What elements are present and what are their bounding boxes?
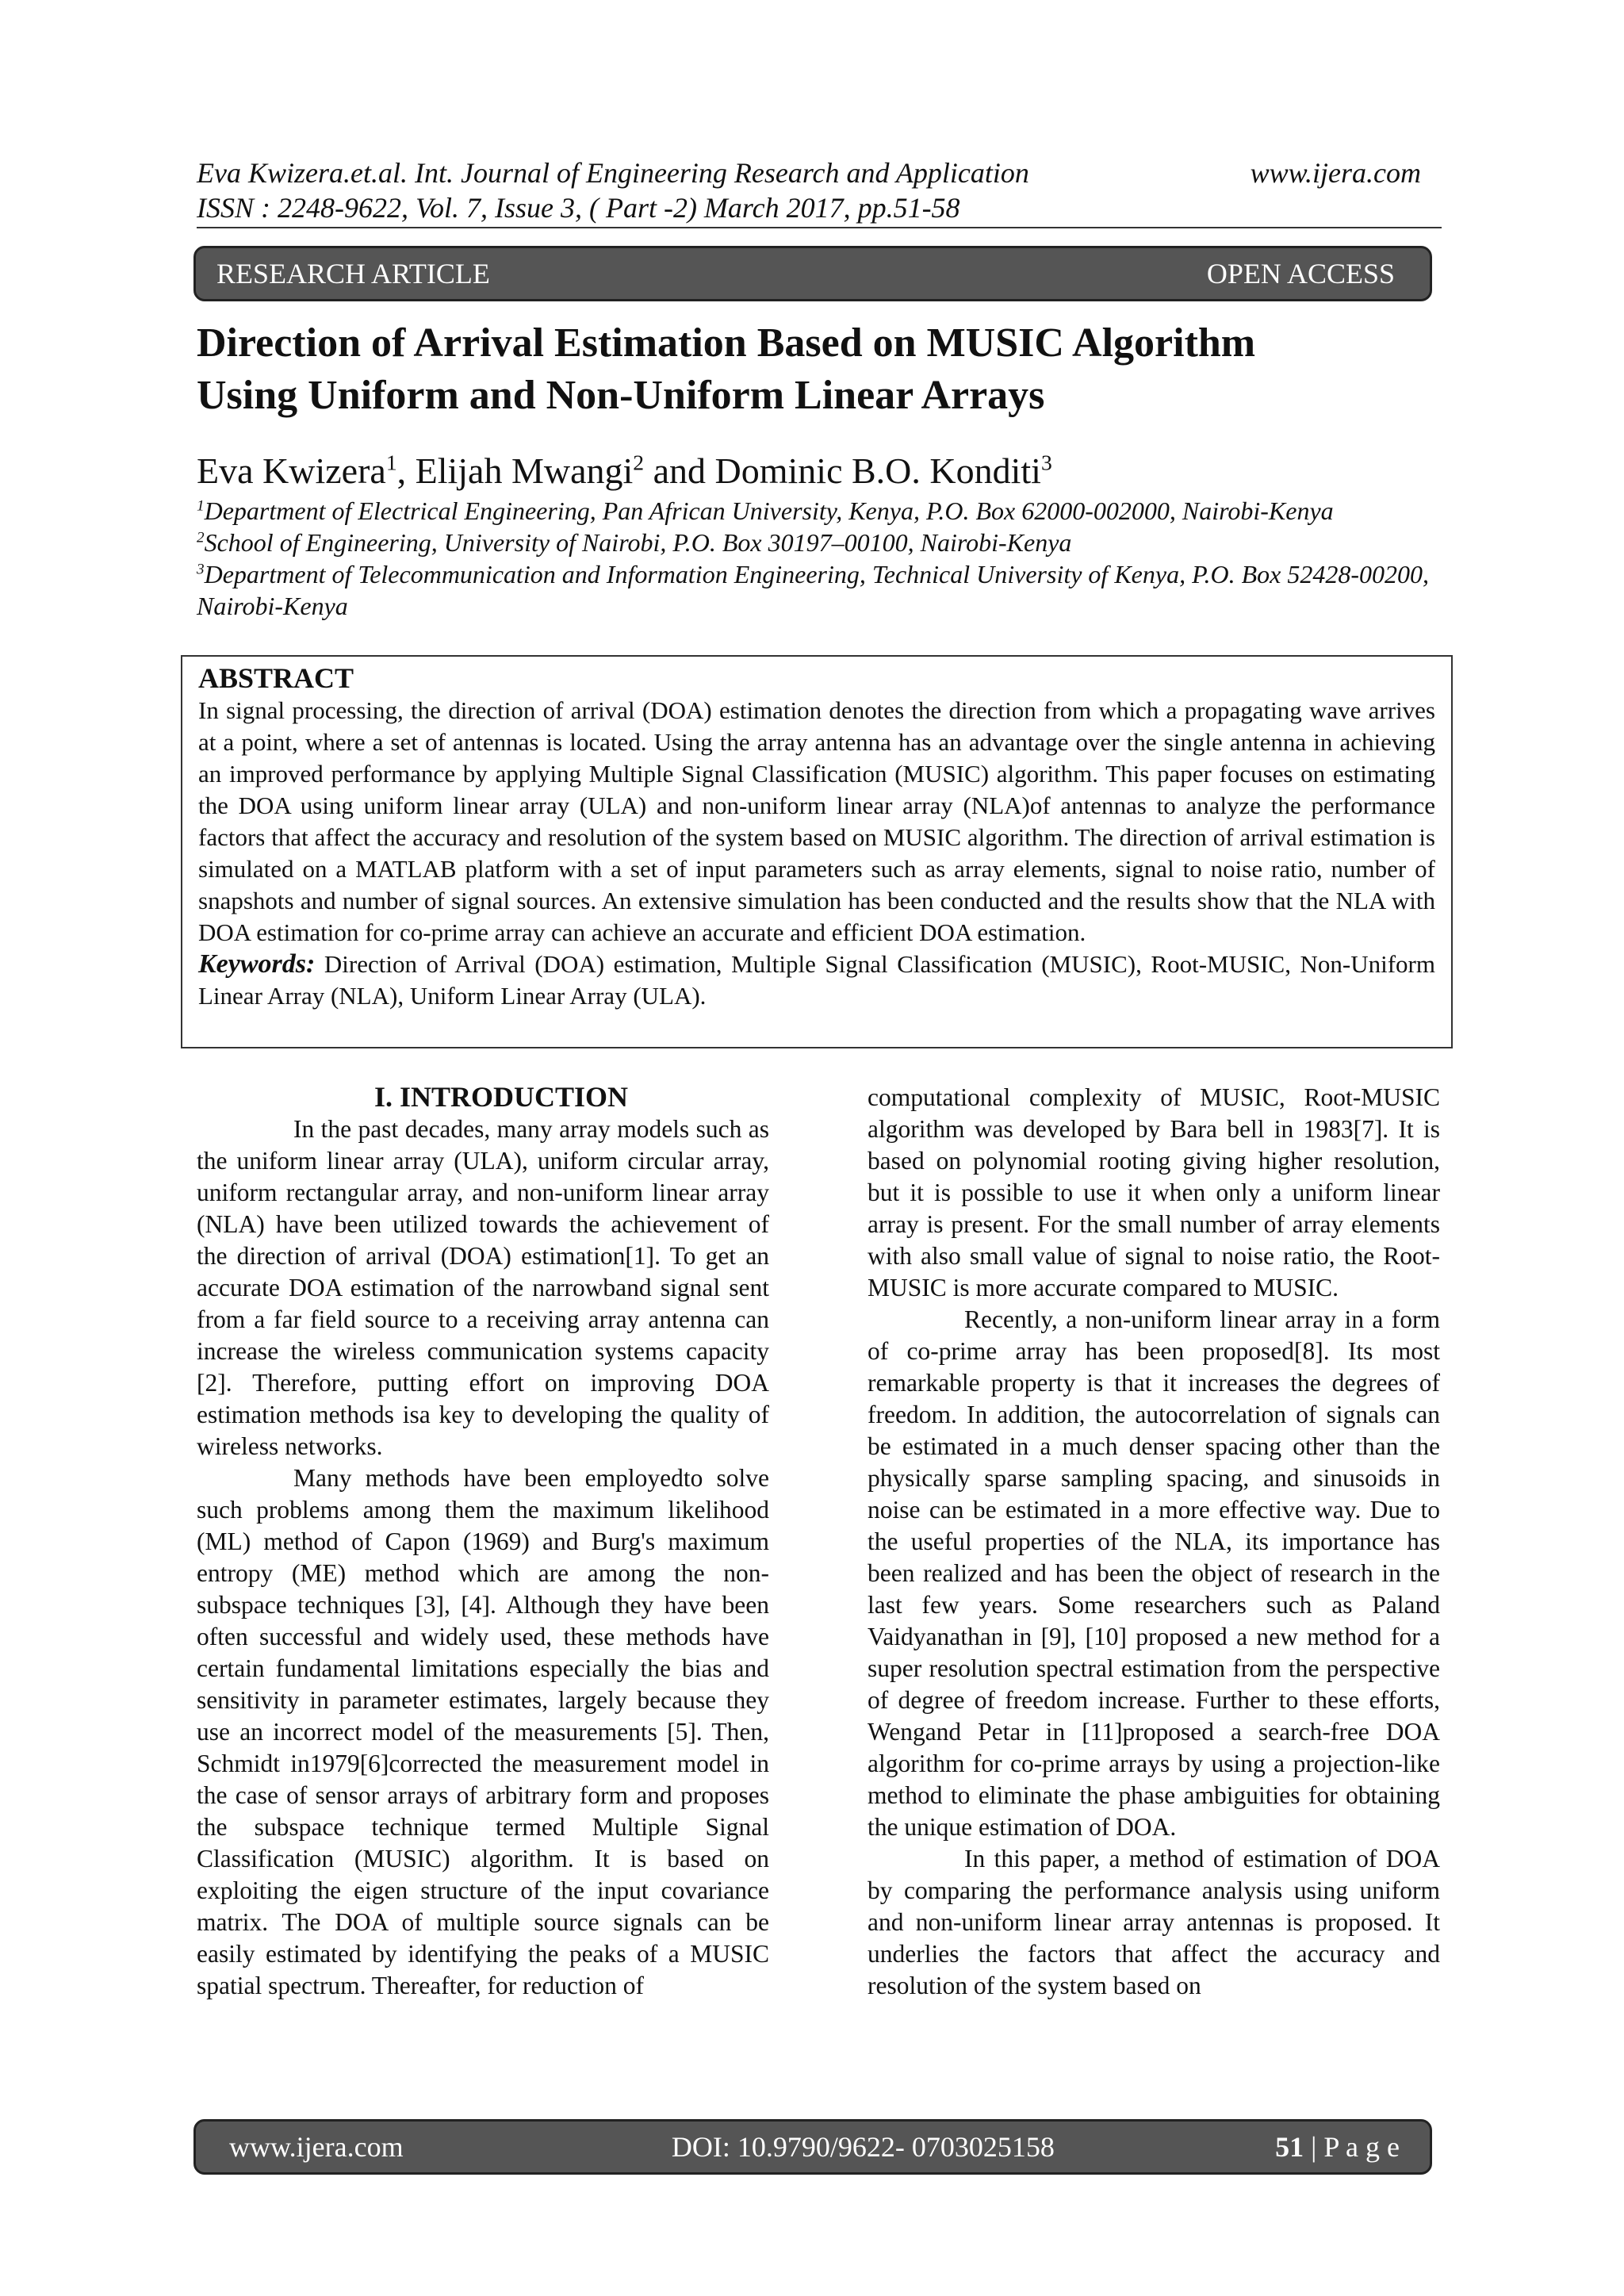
paragraph: Recently, a non-uniform linear array in a form of co-prime array has been proposed[8]. Its most remarkable property is that it increases the degrees of freedom. In addition, the autocorrelation of signals can be estimated in a much denser spacing other than the physically sparse sampling spacing, and sinusoids in noise can be estimated in a more effective way. Due to the useful properties of the NLA, its importance has been realized and has been the object of research in the last few years. Some researchers such as Paland Vaidyanathan in [9], [10] proposed a new method for a super resolution spectral estimation from the perspective of degree of freedom increase. Further to these efforts, Wengand Petar in [11]proposed a search-free DOA algorithm for co-prime arrays by using a projection-like method to eliminate the phase ambiguities for obtaining the unique estimation of DOA. bbox=[868, 1305, 1440, 1841]
abstract-heading: ABSTRACT bbox=[198, 662, 354, 694]
author-2-sup: 2 bbox=[633, 450, 645, 475]
page-label: | P a g e bbox=[1304, 2131, 1400, 2163]
paper-title bbox=[197, 317, 1442, 422]
author-3: and Dominic B.O. Konditi bbox=[644, 450, 1041, 491]
affiliations bbox=[197, 495, 1442, 622]
title-line-2: Using Uniform and Non-Uniform Linear Arrays bbox=[197, 373, 1045, 418]
paragraph: computational complexity of MUSIC, Root-MUSIC algorithm was developed by Bara bell in 1983[7]. It is based on polynomial rooting giving higher resolution, but it is possible to use it when only a uniform linear array is present. For the small number of array elements with also small value of signal to noise ratio, the Root- MUSIC is more accurate compared to MUSIC. bbox=[868, 1083, 1440, 1301]
author-2: , Elijah Mwangi bbox=[396, 450, 634, 491]
journal-name: Eva Kwizera.et.al. Int. Journal of Engineering Research and Application bbox=[197, 157, 1029, 189]
page-number-value: 51 bbox=[1275, 2131, 1304, 2163]
page-number bbox=[1275, 2130, 1400, 2164]
affiliation-1 bbox=[197, 495, 1442, 527]
right-column bbox=[868, 1082, 1440, 2002]
author-1: Eva Kwizera bbox=[197, 450, 386, 491]
affiliation-2-sup: 2 bbox=[197, 529, 205, 546]
page-footer bbox=[193, 2119, 1432, 2175]
paragraph: In this paper, a method of estimation of DOA by comparing the performance analysis using uniform and non-uniform linear array antennas is proposed. It underlies the factors that affect the accuracy and resolution of the system based on bbox=[868, 1845, 1440, 1999]
open-access-label: OPEN ACCESS bbox=[1206, 258, 1395, 289]
title-line-1: Direction of Arrival Estimation Based on MUSIC Algorithm bbox=[197, 320, 1256, 366]
section-heading-introduction: I. INTRODUCTION bbox=[373, 1081, 629, 1113]
affiliation-2 bbox=[197, 527, 1442, 558]
abstract-text: In signal processing, the direction of arrival (DOA) estimation denotes the direction from which a propagating wave arrives at a point, where a set of antennas is located. Using the array antenna has an advantage over the single antenna in achieving an improved performance by applying Multiple Signal Classification (MUSIC) algorithm. This paper focuses on estimating the DOA using uniform linear array (ULA) and non-uniform linear array (NLA)of antennas to analyze the performance factors that affect the accuracy and resolution of the system based on MUSIC algorithm. The direction of arrival estimation is simulated on a MATLAB platform with a set of input parameters such as array elements, signal to noise ratio, number of snapshots and number of signal sources. An extensive simulation has been conducted and the results show that the NLA with DOA estimation for co-prime array can achieve an accurate and efficient DOA estimation. bbox=[198, 696, 1435, 946]
paragraph: In the past decades, many array models such as the uniform linear array (ULA), uniform circular array, uniform rectangular array, and non-uniform linear array (NLA) have been utilized towards the achievement of the direction of arrival (DOA) estimation[1]. To get an accurate DOA estimation of the narrowband signal sent from a far field source to a receiving array antenna can increase the wireless communication systems capacity [2]. Therefore, putting effort on improving DOA estimation methods isa key to developing the quality of wireless networks. bbox=[197, 1115, 769, 1460]
abstract-box bbox=[181, 655, 1453, 1048]
author-1-sup: 1 bbox=[385, 450, 397, 475]
affiliation-3 bbox=[197, 558, 1442, 622]
left-column bbox=[197, 1080, 769, 2002]
author-list bbox=[197, 449, 1052, 493]
keywords-line bbox=[198, 949, 1435, 1012]
paragraph: Many methods have been employedto solve such problems among them the maximum likelihood (ML) method of Capon (1969) and Burg's maximum entropy (ME) method which are among the non-subspace techniques [3], [4]. Although they have been often successful and widely used, these methods have certain fundamental limitations especially the bias and sensitivity in parameter estimates, largely because they use an incorrect model of the measurements [5]. Then, Schmidt in1979[6]corrected the measurement model in the case of sensor arrays of arbitrary form and proposes the subspace technique termed Multiple Signal Classification (MUSIC) algorithm. It is based on exploiting the eigen structure of the input covariance matrix. The DOA of multiple source signals can be easily estimated by identifying the peaks of a MUSIC spatial spectrum. Thereafter, for reduction of bbox=[197, 1464, 769, 1999]
research-article-label: RESEARCH ARTICLE bbox=[216, 258, 490, 289]
keywords-text: Direction of Arrival (DOA) estimation, Multiple Signal Classification (MUSIC), Root-MUSIC, Non-Uniform Linear Array (NLA), Uniform Linear Array (ULA). bbox=[198, 950, 1435, 1010]
affiliation-1-sup: 1 bbox=[197, 497, 205, 515]
keywords-label: Keywords: bbox=[198, 949, 316, 979]
article-type-banner bbox=[193, 246, 1432, 301]
journal-website[interactable]: www.ijera.com bbox=[1250, 157, 1421, 189]
issn-line: ISSN : 2248-9622, Vol. 7, Issue 3, ( Part -2) March 2017, pp.51-58 bbox=[197, 192, 960, 224]
affiliation-1-text: Department of Electrical Engineering, Pan African University, Kenya, P.O. Box 62000-002000, Nairobi-Kenya bbox=[204, 496, 1334, 525]
running-header bbox=[197, 155, 1442, 190]
footer-website[interactable]: www.ijera.com bbox=[229, 2131, 404, 2163]
affiliation-3-text: Department of Telecommunication and Information Engineering, Technical University of Kenya, P.O. Box 52428-00200, Nairobi-Kenya bbox=[197, 560, 1429, 620]
affiliation-3-sup: 3 bbox=[197, 561, 205, 578]
author-3-sup: 3 bbox=[1040, 450, 1052, 475]
footer-doi: DOI: 10.9790/9622- 0703025158 bbox=[671, 2131, 1055, 2163]
header-rule bbox=[197, 227, 1442, 228]
affiliation-2-text: School of Engineering, University of Nairobi, P.O. Box 30197–00100, Nairobi-Kenya bbox=[204, 528, 1072, 557]
